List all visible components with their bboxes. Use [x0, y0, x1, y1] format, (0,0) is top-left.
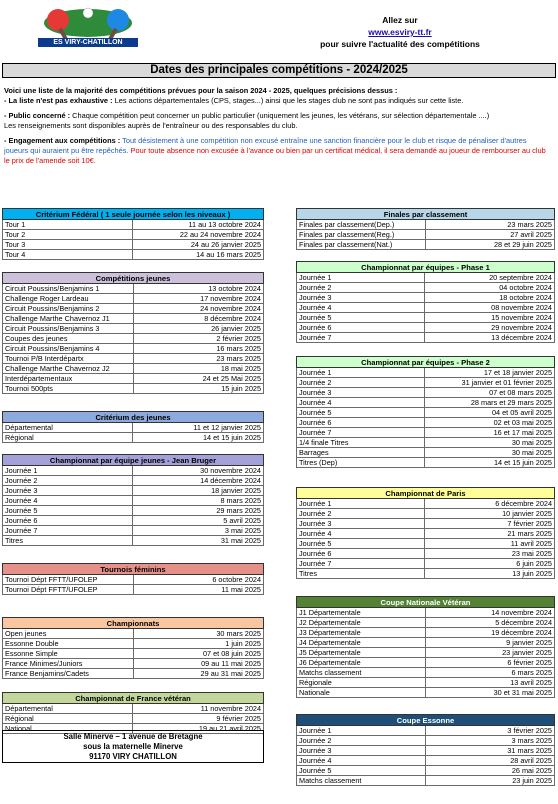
event-date: 07 et 08 juin 2025 — [133, 649, 263, 659]
event-date: 6 juin 2025 — [425, 559, 555, 569]
table-row — [297, 283, 555, 293]
event-name: Finales par classement(Reg.) — [297, 230, 426, 240]
table-row — [297, 688, 555, 698]
table-row — [3, 649, 264, 659]
table-title: Critérium Fédéral ( 1 seule journée selon les niveaux ) — [3, 209, 264, 220]
event-name: Matchs classement — [297, 668, 426, 678]
table-row — [297, 303, 555, 313]
event-date: 30 novembre 2024 — [133, 466, 264, 476]
table-row — [3, 220, 264, 230]
table-title: Championnat par équipes - Phase 1 — [297, 262, 555, 273]
table-competitions-jeunes — [2, 272, 264, 394]
event-name: Titres — [297, 569, 425, 579]
table-row — [297, 273, 555, 283]
table-nationale-veteran — [296, 596, 555, 698]
table-row — [297, 658, 555, 668]
event-name: Journée 3 — [297, 388, 425, 398]
table-title: Finales par classement — [297, 209, 555, 220]
event-date: 13 juin 2025 — [425, 569, 555, 579]
table-header-row — [3, 618, 264, 629]
table-row — [3, 374, 264, 384]
event-name: 1/4 finale Titres — [297, 438, 425, 448]
event-date: 23 mars 2025 — [425, 220, 554, 230]
event-date: 3 mai 2025 — [133, 526, 264, 536]
table-row — [3, 230, 264, 240]
website-callout — [290, 14, 510, 50]
event-name: Tournoi Dépt FFTT/UFOLEP — [3, 575, 134, 585]
table-header-row — [297, 262, 555, 273]
note-engagement-label: - Engagement aux compétitions : — [4, 136, 121, 146]
event-date: 23 mai 2025 — [425, 549, 555, 559]
event-date: 13 décembre 2024 — [425, 333, 555, 343]
table-row — [297, 668, 555, 678]
event-date: 11 au 13 octobre 2024 — [133, 220, 264, 230]
table-row — [297, 499, 555, 509]
table-row — [3, 384, 264, 394]
event-name: Journée 1 — [297, 726, 426, 736]
event-date: 29 mars 2025 — [133, 506, 264, 516]
event-date: 21 mars 2025 — [425, 529, 555, 539]
table-header-row — [3, 209, 264, 220]
event-name: Journée 3 — [297, 519, 425, 529]
table-row — [3, 629, 264, 639]
event-name: Journée 6 — [3, 516, 133, 526]
event-name: Circuit Poussins/Benjamins 1 — [3, 284, 134, 294]
table-row — [297, 220, 555, 230]
note-liste-text: Les actions départementales (CPS, stages...) ainsi que les stages club ne sont pas indiqués sur cette liste. — [112, 95, 464, 105]
table-row — [3, 669, 264, 679]
event-date: 15 juin 2025 — [133, 384, 263, 394]
table-row — [297, 408, 555, 418]
event-name: France Minimes/Juniors — [3, 659, 134, 669]
event-date: 9 février 2025 — [133, 714, 264, 724]
event-name: Journée 6 — [297, 549, 425, 559]
event-date: 18 janvier 2025 — [133, 486, 264, 496]
venue-address — [2, 730, 264, 763]
event-name: Journée 5 — [297, 766, 426, 776]
event-date: 24 et 25 Mai 2025 — [133, 374, 263, 384]
event-name: Tour 3 — [3, 240, 133, 250]
event-date: 3 mars 2025 — [425, 736, 554, 746]
table-row — [297, 293, 555, 303]
table-header-row — [3, 273, 264, 284]
table-row — [3, 659, 264, 669]
event-name: Interdépartementaux — [3, 374, 134, 384]
table-row — [3, 516, 264, 526]
event-name: Journée 6 — [297, 418, 425, 428]
table-row — [3, 334, 264, 344]
event-date: 28 et 29 juin 2025 — [425, 240, 554, 250]
event-name: Journée 2 — [297, 736, 426, 746]
event-name: Journée 7 — [297, 333, 425, 343]
table-header-row — [297, 715, 555, 726]
event-date: 09 au 11 mai 2025 — [133, 659, 263, 669]
event-date: 23 janvier 2025 — [425, 648, 555, 658]
event-date: 14 et 15 juin 2025 — [425, 458, 555, 468]
note-liste-label: - La liste n'est pas exhaustive : — [4, 95, 113, 105]
table-row — [3, 423, 264, 433]
event-date: 19 décembre 2024 — [425, 628, 555, 638]
event-date: 5 décembre 2024 — [425, 618, 555, 628]
table-row — [297, 776, 555, 786]
event-date: 14 décembre 2024 — [133, 476, 264, 486]
event-name: Journée 5 — [297, 313, 425, 323]
event-name: Circuit Poussins/Benjamins 2 — [3, 304, 134, 314]
event-name: Challenge Marthe Chavernoz J2 — [3, 364, 134, 374]
event-date: 1 juin 2025 — [133, 639, 263, 649]
table-title: Championnat par équipes - Phase 2 — [297, 357, 555, 368]
event-name: Essonne Simple — [3, 649, 134, 659]
table-row — [297, 428, 555, 438]
event-name: Journée 2 — [3, 476, 133, 486]
callout-line3: pour suivre l'actualité des compétitions — [320, 39, 480, 49]
event-date: 23 juin 2025 — [425, 776, 554, 786]
club-logo — [38, 3, 138, 49]
event-date: 30 et 31 mai 2025 — [425, 688, 555, 698]
table-title: Championnat de Paris — [297, 488, 555, 499]
table-row — [3, 585, 264, 595]
event-name: National — [3, 724, 133, 734]
event-name: J1 Départementale — [297, 608, 426, 618]
event-date: 8 mars 2025 — [133, 496, 264, 506]
table-row — [297, 746, 555, 756]
table-header-row — [297, 209, 555, 220]
event-name: Tournoi 500pts — [3, 384, 134, 394]
table-row — [297, 539, 555, 549]
event-name: Titres — [3, 536, 133, 546]
event-date: 18 octobre 2024 — [425, 293, 555, 303]
table-header-row — [297, 597, 555, 608]
table-row — [3, 486, 264, 496]
event-date: 11 et 12 janvier 2025 — [133, 423, 264, 433]
event-date: 15 novembre 2024 — [425, 313, 555, 323]
table-title: Coupe Essonne — [297, 715, 555, 726]
venue-line1: Salle Minerve – 1 avenue de Bretagne — [63, 732, 203, 741]
table-header-row — [297, 488, 555, 499]
page-title: Dates des principales compétitions - 2024/2025 — [2, 63, 556, 78]
table-row — [297, 618, 555, 628]
event-name: J6 Départementale — [297, 658, 426, 668]
event-date: 31 mars 2025 — [425, 746, 554, 756]
event-date: 6 décembre 2024 — [425, 499, 555, 509]
table-phase2 — [296, 356, 555, 468]
table-row — [3, 433, 264, 443]
event-name: Journée 7 — [297, 559, 425, 569]
event-name: Régional — [3, 714, 133, 724]
table-row — [297, 648, 555, 658]
event-date: 6 mars 2025 — [425, 668, 555, 678]
table-row — [297, 378, 555, 388]
table-row — [297, 628, 555, 638]
event-date: 04 octobre 2024 — [425, 283, 555, 293]
table-title: Coupe Nationale Vétéran — [297, 597, 555, 608]
event-name: Journée 4 — [297, 303, 425, 313]
table-title: Compétitions jeunes — [3, 273, 264, 284]
event-name: Journée 3 — [297, 293, 425, 303]
event-date: 10 janvier 2025 — [425, 509, 555, 519]
table-row — [297, 736, 555, 746]
table-criterium-federal — [2, 208, 264, 260]
event-name: Journée 4 — [297, 756, 426, 766]
notes-section — [4, 86, 552, 165]
note-engagement-blue: Tout désistement à une compétition non excusé entraîne une sanction financière pour le club et risque de pénaliser d'autres joueurs qui auraient pu être repêchés. — [4, 136, 527, 155]
table-row — [3, 240, 264, 250]
table-championnat-jeunes — [2, 454, 264, 546]
table-header-row — [3, 693, 264, 704]
table-row — [297, 323, 555, 333]
event-date: 29 au 31 mai 2025 — [133, 669, 263, 679]
table-title: Championnat de France vétéran — [3, 693, 264, 704]
event-name: Challenge Marthe Chavernoz J1 — [3, 314, 134, 324]
table-row — [3, 714, 264, 724]
table-row — [297, 519, 555, 529]
event-name: Tour 4 — [3, 250, 133, 260]
event-name: J3 Départementale — [297, 628, 426, 638]
event-date: 23 mars 2025 — [133, 354, 263, 364]
table-row — [3, 639, 264, 649]
event-name: Départemental — [3, 423, 133, 433]
event-date: 14 novembre 2024 — [425, 608, 555, 618]
table-row — [297, 313, 555, 323]
event-name: Journée 4 — [297, 529, 425, 539]
table-row — [3, 704, 264, 714]
event-name: Journée 3 — [3, 486, 133, 496]
table-header-row — [3, 455, 264, 466]
event-name: Journée 3 — [297, 746, 426, 756]
table-row — [297, 368, 555, 378]
event-date: 3 février 2025 — [425, 726, 554, 736]
table-row — [3, 294, 264, 304]
event-name: Journée 5 — [297, 408, 425, 418]
event-date: 07 et 08 mars 2025 — [425, 388, 555, 398]
event-date: 02 et 03 mai 2025 — [425, 418, 555, 428]
table-row — [3, 284, 264, 294]
event-name: Journée 5 — [297, 539, 425, 549]
table-row — [297, 230, 555, 240]
table-row — [3, 526, 264, 536]
event-date: 22 au 24 novembre 2024 — [133, 230, 264, 240]
event-date: 31 janvier et 01 février 2025 — [425, 378, 555, 388]
logo-text: ES VIRY-CHATILLON — [38, 38, 138, 47]
table-row — [3, 496, 264, 506]
note-engagement-red: Pour toute absence non excusée à l'avance ou bien par un certificat médical, il sera demandé au joueur de rembourser au club le prix de l'amende soit 10€. — [4, 145, 546, 165]
event-name: Journée 4 — [3, 496, 133, 506]
event-date: 30 mai 2025 — [425, 448, 555, 458]
table-row — [297, 438, 555, 448]
event-date: 24 au 26 janvier 2025 — [133, 240, 264, 250]
event-date: 20 septembre 2024 — [425, 273, 555, 283]
note-engagement — [4, 136, 552, 165]
event-name: Journée 2 — [297, 509, 425, 519]
event-date: 6 octobre 2024 — [133, 575, 263, 585]
event-date: 08 novembre 2024 — [425, 303, 555, 313]
event-name: Finales par classement(Nat.) — [297, 240, 426, 250]
table-row — [297, 766, 555, 776]
event-name: Coupes des jeunes — [3, 334, 134, 344]
event-name: Challenge Roger Lardeau — [3, 294, 134, 304]
table-criterium-jeunes — [2, 411, 264, 443]
event-name: Journée 6 — [297, 323, 425, 333]
table-row — [3, 324, 264, 334]
table-row — [3, 364, 264, 374]
event-date: 18 mai 2025 — [133, 364, 263, 374]
table-row — [297, 509, 555, 519]
table-row — [297, 559, 555, 569]
table-row — [297, 569, 555, 579]
table-row — [297, 529, 555, 539]
website-link[interactable]: www.esviry-tt.fr — [368, 27, 432, 37]
event-name: Journée 2 — [297, 283, 425, 293]
table-title: Tournois féminins — [3, 564, 264, 575]
event-name: Tour 1 — [3, 220, 133, 230]
event-name: Journée 7 — [3, 526, 133, 536]
table-row — [297, 448, 555, 458]
table-header-row — [3, 564, 264, 575]
table-france-veteran — [2, 692, 264, 734]
table-row — [3, 250, 264, 260]
event-date: 29 novembre 2024 — [425, 323, 555, 333]
event-date: 30 mai 2025 — [425, 438, 555, 448]
event-name: Barrages — [297, 448, 425, 458]
event-date: 28 avril 2025 — [425, 756, 554, 766]
table-row — [3, 344, 264, 354]
event-date: 11 novembre 2024 — [133, 704, 264, 714]
event-date: 6 février 2025 — [425, 658, 555, 668]
event-date: 13 avril 2025 — [425, 678, 555, 688]
venue-line3: 91170 VIRY CHATILLON — [89, 752, 177, 761]
event-date: 5 avril 2025 — [133, 516, 264, 526]
callout-line1: Allez sur — [382, 15, 418, 25]
table-title: Championnats — [3, 618, 264, 629]
note-public-label: - Public concerné : — [4, 111, 71, 121]
table-row — [297, 549, 555, 559]
event-date: 14 au 16 mars 2025 — [133, 250, 264, 260]
event-date: 26 mai 2025 — [425, 766, 554, 776]
event-name: J4 Départementale — [297, 638, 426, 648]
table-row — [3, 314, 264, 324]
table-row — [297, 726, 555, 736]
table-row — [297, 398, 555, 408]
event-name: Matchs classement — [297, 776, 426, 786]
event-name: Open jeunes — [3, 629, 134, 639]
table-championnats — [2, 617, 264, 679]
event-name: Nationale — [297, 688, 426, 698]
event-date: 14 et 15 juin 2025 — [133, 433, 264, 443]
event-name: J5 Départementale — [297, 648, 426, 658]
event-name: Journée 4 — [297, 398, 425, 408]
event-name: Départemental — [3, 704, 133, 714]
event-date: 24 novembre 2024 — [133, 304, 263, 314]
note-public — [4, 111, 552, 121]
event-date: 8 décembre 2024 — [133, 314, 263, 324]
table-tournois-feminins — [2, 563, 264, 595]
table-row — [3, 536, 264, 546]
table-row — [297, 418, 555, 428]
event-name: Régionale — [297, 678, 426, 688]
table-row — [297, 388, 555, 398]
table-paris — [296, 487, 555, 579]
event-name: Journée 1 — [3, 466, 133, 476]
table-row — [297, 240, 555, 250]
event-date: 30 mars 2025 — [133, 629, 263, 639]
table-title: Championnat par équipe jeunes - Jean Bruger — [3, 455, 264, 466]
event-name: Journée 1 — [297, 368, 425, 378]
event-date: 17 novembre 2024 — [133, 294, 263, 304]
note-public-text2: Les renseignements sont disponibles auprès de l'entraîneur ou des responsables du club. — [4, 120, 298, 130]
event-date: 28 mars et 29 mars 2025 — [425, 398, 555, 408]
event-date: 16 et 17 mai 2025 — [425, 428, 555, 438]
note-liste — [4, 96, 552, 106]
event-name: Circuit Poussins/Benjamins 3 — [3, 324, 134, 334]
table-row — [297, 678, 555, 688]
event-name: Tournoi Dépt FFTT/UFOLEP — [3, 585, 134, 595]
notes-intro: Voici une liste de la majorité des compétitions prévues pour la saison 2024 - 2025, quelques précisions dessus : — [4, 86, 398, 95]
table-row — [297, 458, 555, 468]
event-date: 9 janvier 2025 — [425, 638, 555, 648]
table-row — [3, 575, 264, 585]
table-row — [297, 608, 555, 618]
event-date: 16 mars 2025 — [133, 344, 263, 354]
event-name: Régional — [3, 433, 133, 443]
table-row — [3, 304, 264, 314]
event-name: Tournoi P/B Interdépartx — [3, 354, 134, 364]
event-date: 7 février 2025 — [425, 519, 555, 529]
event-name: France Benjamins/Cadets — [3, 669, 134, 679]
table-row — [3, 506, 264, 516]
event-date: 11 avril 2025 — [425, 539, 555, 549]
table-header-row — [3, 412, 264, 423]
table-row — [3, 476, 264, 486]
event-name: Circuit Poussins/Benjamins 4 — [3, 344, 134, 354]
event-date: 19 au 21 avril 2025 — [133, 724, 264, 734]
note-public-text: Chaque compétition peut concerner un public particulier (uniquement les jeunes, les vétérans, sur sélection départementale ....) — [70, 111, 490, 121]
event-date: 31 mai 2025 — [133, 536, 264, 546]
event-name: Essonne Double — [3, 639, 134, 649]
table-phase1 — [296, 261, 555, 343]
event-date: 17 et 18 janvier 2025 — [425, 368, 555, 378]
event-name: J2 Départementale — [297, 618, 426, 628]
event-name: Tour 2 — [3, 230, 133, 240]
table-row — [3, 354, 264, 364]
event-date: 11 mai 2025 — [133, 585, 263, 595]
table-row — [297, 638, 555, 648]
table-title: Critérium des jeunes — [3, 412, 264, 423]
event-date: 13 octobre 2024 — [133, 284, 263, 294]
event-name: Journée 7 — [297, 428, 425, 438]
venue-line2: sous la maternelle Minerve — [83, 742, 183, 751]
event-name: Journée 2 — [297, 378, 425, 388]
table-coupe-essonne — [296, 714, 555, 786]
table-finales — [296, 208, 555, 250]
table-row — [3, 466, 264, 476]
event-name: Finales par classement(Dep.) — [297, 220, 426, 230]
event-date: 27 avril 2025 — [425, 230, 554, 240]
event-name: Journée 5 — [3, 506, 133, 516]
event-name: Titres (Dep) — [297, 458, 425, 468]
table-header-row — [297, 357, 555, 368]
event-date: 2 février 2025 — [133, 334, 263, 344]
event-name: Journée 1 — [297, 499, 425, 509]
table-row — [297, 756, 555, 766]
event-name: Journée 1 — [297, 273, 425, 283]
event-date: 26 janvier 2025 — [133, 324, 263, 334]
table-row — [297, 333, 555, 343]
event-date: 04 et 05 avril 2025 — [425, 408, 555, 418]
